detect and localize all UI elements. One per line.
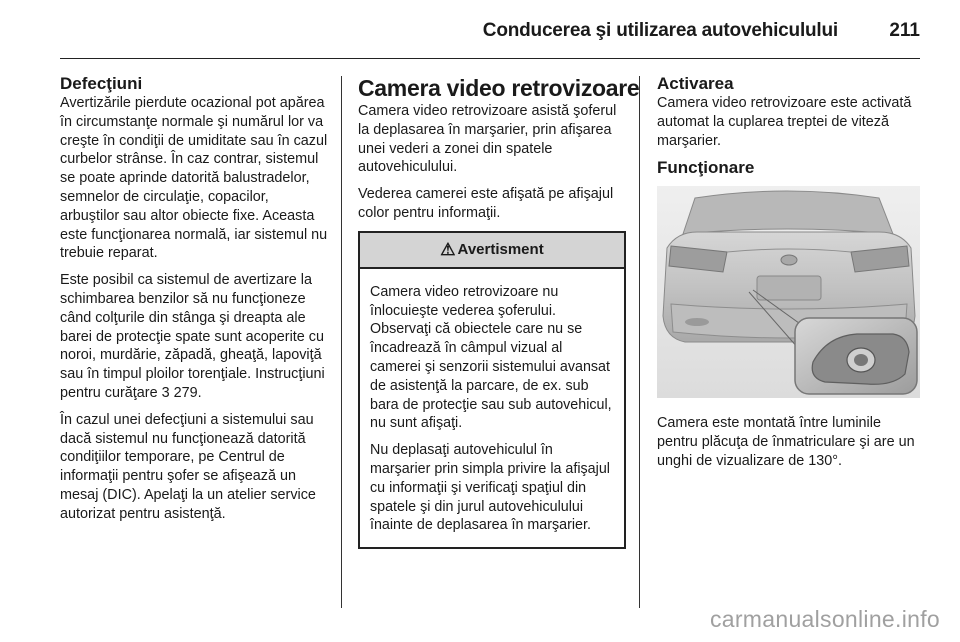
rear-camera-illustration-icon: [657, 186, 920, 398]
paragraph: În cazul unei defecţiuni a sistemului sau dacă sistemul nu funcţionează datorită condiţiilor temporare, pe Centrul de informaţii pentru şofer se afişează un mesaj (DIC). Apelaţi la un atelier service autorizat pentru asistenţă.: [60, 411, 316, 522]
header-divider: [60, 58, 920, 59]
column-divider-left: [341, 76, 342, 608]
right-column: [657, 74, 920, 479]
section-heading-defectiuni: Defecţiuni: [60, 74, 143, 93]
paragraph: Camera video retrovizoare este activată automat la cuplarea treptei de viteză marşarier.: [657, 95, 912, 149]
paragraph: Camera este montată între luminile pentru plăcuţa de înmatriculare şi are un unghi de vizualizare de 130°.: [657, 415, 915, 469]
left-column: [60, 74, 330, 532]
section-heading-activarea: Activarea: [657, 74, 734, 93]
warning-paragraph: Camera video retrovizoare nu înlocuieşte vederea şoferului. Observaţi că obiectele care nu se încadrează în câmpul vizual al camerei şi senzorii sistemului avansat de asistenţă la parcare, de ex. sub bara de protecţie sau sub autovehicul, nu sunt afişaţi.: [370, 283, 612, 432]
middle-column: [358, 74, 640, 549]
warning-header: [360, 233, 624, 269]
paragraph: Vederea camerei este afişată pe afişajul color pentru informaţii.: [358, 186, 614, 221]
section-heading-camera: Camera video retrovizoare: [358, 75, 640, 101]
paragraph: Avertizările pierdute ocazional pot apărea în circumstanţe normale şi numărul lor va creşte în condiţii de umiditate sau în cazul curbelor strânse. În caz contrar, sistemul se poate aprinde datorită balustradelor, semnelor de circulaţie, copacilor, arbuştilor sau altor obiecte fixe. Aceasta este funcţionarea normală, iar sistemul nu trebuie reparat.: [60, 95, 328, 262]
warning-triangle-icon: ⚠: [440, 239, 456, 259]
section-heading-functionare: Funcţionare: [657, 158, 755, 178]
warning-body: [360, 269, 624, 547]
warning-title: Avertisment: [457, 241, 544, 259]
paragraph: Este posibil ca sistemul de avertizare la schimbarea benzilor să nu funcţioneze când colţurile din stânga şi dreapta ale barei de protecţie spate sunt acoperite cu noroi, murdărie, zăpadă, gheaţă, lapoviţă sau în timpul ploilor torenţiale. Instrucţiuni pentru curăţare 3 279.: [60, 272, 325, 401]
watermark: carmanualsonline.info: [709, 606, 940, 632]
paragraph: Camera video retrovizoare asistă şoferul la deplasarea în marşarier, prin afişarea unei vederi a zonei din spatele autovehiculului.: [358, 103, 617, 176]
column-divider-right: [639, 76, 640, 608]
warning-paragraph: Nu deplasaţi autovehiculul în marşarier prin simpla privire la afişajul cu informaţii şi verificaţi spaţiul din spatele şi din jurul autovehiculului înainte de deplasarea în marşarier.: [370, 442, 610, 534]
page-number: 211: [889, 20, 920, 41]
warning-box: [358, 231, 626, 549]
page-header-title: Conducerea şi utilizarea autovehiculului: [482, 20, 838, 41]
